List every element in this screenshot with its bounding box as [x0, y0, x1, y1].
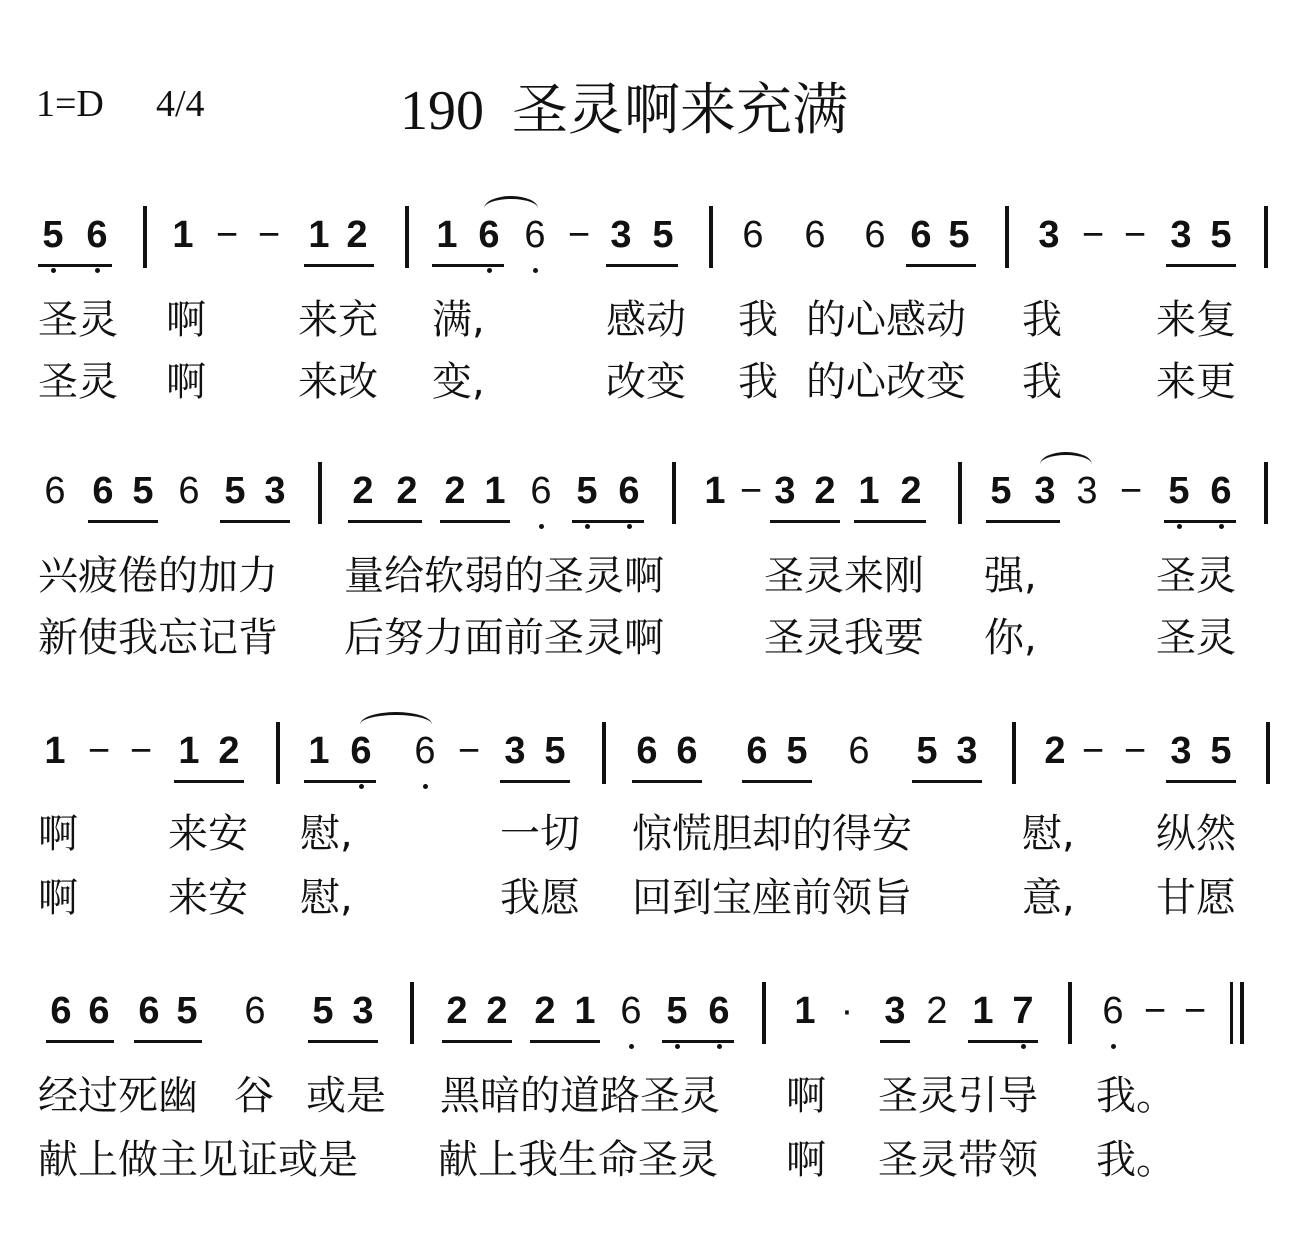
tie-arc — [360, 712, 432, 737]
dash: − — [1123, 730, 1147, 772]
note: 5 — [916, 730, 938, 772]
note: 6 — [742, 214, 764, 256]
note: 2 — [346, 214, 368, 256]
note: 3 — [1170, 214, 1192, 256]
lyric-word: 我 — [738, 297, 778, 343]
final-bar-thick — [1240, 982, 1244, 1044]
note: 1 — [972, 990, 994, 1032]
system-1-notation: 5 6 | 1 − − 1 2 | 1 6 6 − 3 5 | 6 6 6 6 5 | 3 − − 3 5 | — [0, 1220, 208, 1229]
beam-underline — [440, 520, 510, 523]
beam-underline — [906, 264, 976, 267]
beam-underline — [46, 1040, 114, 1043]
music-system-1 — [0, 210, 1308, 300]
lyric-word: 圣灵来刚 — [764, 553, 924, 599]
note: 1 — [178, 730, 200, 772]
note: 6 — [848, 730, 870, 772]
dash: − — [1081, 730, 1105, 772]
beam-underline — [880, 1040, 910, 1043]
lyric-word: 你, — [984, 615, 1037, 661]
lyric-word: 圣灵我要 — [764, 615, 924, 661]
note: 3 — [1076, 470, 1098, 512]
beam-underline — [742, 780, 812, 783]
lyric-word: 来安 — [168, 811, 248, 857]
note: 6 — [526, 466, 556, 516]
bar-line — [1012, 722, 1016, 784]
lyric-word: 变, — [432, 359, 485, 405]
lyric-word: 圣灵 — [1156, 615, 1236, 661]
note: 2 — [444, 470, 466, 512]
beam-underline — [38, 264, 112, 267]
bar-line — [1266, 722, 1270, 784]
beam-underline — [968, 1040, 1038, 1043]
dot-extension: · — [840, 990, 854, 1032]
beam-underline — [1166, 780, 1236, 783]
note: 6 — [44, 470, 66, 512]
note: 6 — [1206, 466, 1236, 516]
lyric-word: 一切 — [500, 811, 580, 857]
note: 2 — [900, 470, 922, 512]
lyric-word: 圣灵 — [1156, 553, 1236, 599]
beam-underline — [606, 264, 678, 267]
note: 6 — [50, 990, 72, 1032]
beam-underline — [500, 780, 570, 783]
lyric-word: 回到宝座前领旨 — [632, 875, 912, 921]
note: 3 — [504, 730, 526, 772]
lyric-word: 的心感动 — [806, 297, 966, 343]
note: 5 — [132, 470, 154, 512]
hymn-title — [400, 66, 848, 146]
note: 2 — [352, 470, 374, 512]
music-system-3 — [0, 726, 1308, 816]
dash: − — [1119, 470, 1143, 512]
bar-line — [709, 206, 713, 268]
note: 5 — [1164, 466, 1194, 516]
bar-line — [1068, 982, 1072, 1044]
lyric-word: 啊 — [166, 297, 206, 343]
bar-line — [405, 206, 409, 268]
note: 2 — [396, 470, 418, 512]
lyric-word: 啊 — [786, 1137, 826, 1183]
lyric-word: 慰, — [300, 875, 353, 921]
beam-underline — [134, 1040, 202, 1043]
note: 5 — [990, 470, 1012, 512]
lyric-word: 我。 — [1096, 1073, 1176, 1119]
lyric-word: 我 — [738, 359, 778, 405]
lyric-word: 我愿 — [500, 875, 580, 921]
beam-underline — [1164, 520, 1236, 523]
note: 3 — [610, 214, 632, 256]
system-4-notation: 6 6 6 5 6 5 3 | 2 2 2 1 6 5 6 | 1 · 3 2 1 7 | 6 − − || — [629, 1220, 827, 1229]
bar-line — [318, 462, 322, 524]
note: 6 — [244, 990, 266, 1032]
note: 5 — [544, 730, 566, 772]
beam-underline — [304, 264, 374, 267]
bar-line — [1005, 206, 1009, 268]
dash: − — [215, 214, 239, 256]
lyric-word: 的心改变 — [806, 359, 966, 405]
dash: − — [457, 730, 481, 772]
beam-underline — [770, 520, 840, 523]
note: 6 — [1098, 986, 1128, 1036]
note: 2 — [814, 470, 836, 512]
tie-arc — [1040, 452, 1092, 477]
note: 2 — [926, 990, 948, 1032]
note: 6 — [178, 470, 200, 512]
music-system-4 — [0, 986, 1308, 1076]
beam-underline — [88, 520, 158, 523]
note: 2 — [486, 990, 508, 1032]
note: 6 — [910, 214, 932, 256]
note: 6 — [82, 210, 112, 260]
note: 1 — [308, 730, 330, 772]
bar-line — [1264, 206, 1268, 268]
lyric-word: 来充 — [298, 297, 378, 343]
note: 1 — [704, 470, 726, 512]
lyric-word: 经过死幽 — [38, 1073, 198, 1119]
lyric-word: 黑暗的道路圣灵 — [440, 1073, 720, 1119]
note: 3 — [1038, 214, 1060, 256]
lyric-word: 新使我忘记背 — [38, 615, 278, 661]
lyric-word: 感动 — [606, 297, 686, 343]
note: 3 — [774, 470, 796, 512]
note: 6 — [804, 214, 826, 256]
lyric-word: 意, — [1022, 875, 1075, 921]
note: 6 — [704, 986, 734, 1036]
lyric-word: 强, — [984, 553, 1037, 599]
lyric-word: 来更 — [1156, 359, 1236, 405]
note: 6 — [616, 986, 646, 1036]
note: 5 — [38, 210, 68, 260]
note: 5 — [1210, 730, 1232, 772]
note: 6 — [92, 470, 114, 512]
bar-line — [672, 462, 676, 524]
dash: − — [1183, 990, 1207, 1032]
note: 5 — [948, 214, 970, 256]
lyric-word: 满, — [432, 297, 485, 343]
note: 5 — [652, 214, 674, 256]
lyric-word: 啊 — [786, 1073, 826, 1119]
bar-line — [410, 982, 414, 1044]
note: 2 — [1044, 730, 1066, 772]
dash: − — [1081, 214, 1105, 256]
beam-underline — [854, 520, 926, 523]
lyric-word: 献上我生命圣灵 — [438, 1137, 718, 1183]
music-system-2 — [0, 466, 1308, 556]
beam-underline — [632, 780, 702, 783]
system-3-notation: 1 − − 1 2 | 1 6 6 − 3 5 | 6 6 6 5 6 5 3 | 2 − − 3 5 | — [424, 1220, 627, 1229]
dash: − — [739, 470, 763, 512]
note: 7 — [1008, 986, 1038, 1036]
note: 1 — [858, 470, 880, 512]
note: 6 — [864, 214, 886, 256]
note: 6 — [676, 730, 698, 772]
notation-summary — [0, 1220, 1308, 1240]
note: 6 — [346, 726, 376, 776]
lyric-word: 圣灵 — [38, 297, 118, 343]
note: 5 — [572, 466, 602, 516]
note: 6 — [138, 990, 160, 1032]
dash: − — [129, 730, 153, 772]
note: 6 — [410, 726, 440, 776]
note: 3 — [1170, 730, 1192, 772]
note: 2 — [534, 990, 556, 1032]
dash: − — [257, 214, 281, 256]
note: 5 — [312, 990, 334, 1032]
lyric-word: 惊慌胆却的得安 — [632, 811, 912, 857]
note: 3 — [1034, 470, 1056, 512]
lyric-word: 来安 — [168, 875, 248, 921]
lyric-word: 圣灵 — [38, 359, 118, 405]
lyric-word: 我 — [1022, 297, 1062, 343]
lyric-word: 甘愿 — [1156, 875, 1236, 921]
lyric-word: 我 — [1022, 359, 1062, 405]
lyric-word: 啊 — [38, 811, 78, 857]
bar-line — [762, 982, 766, 1044]
time-signature: 4/4 — [156, 83, 205, 125]
note: 3 — [956, 730, 978, 772]
bar-line — [1264, 462, 1268, 524]
note: 3 — [352, 990, 374, 1032]
note: 3 — [884, 990, 906, 1032]
beam-underline — [304, 780, 376, 783]
note: 1 — [436, 214, 458, 256]
bar-line — [143, 206, 147, 268]
note: 1 — [44, 730, 66, 772]
note: 5 — [176, 990, 198, 1032]
note: 6 — [520, 210, 550, 260]
lyric-word: 改变 — [606, 359, 686, 405]
lyric-word: 慰, — [300, 811, 353, 857]
beam-underline — [308, 1040, 378, 1043]
lyric-word: 兴疲倦的加力 — [38, 553, 278, 599]
note: 5 — [786, 730, 808, 772]
note: 6 — [614, 466, 644, 516]
bar-line — [276, 722, 280, 784]
hymn-number: 190 — [400, 80, 484, 142]
beam-underline — [986, 520, 1060, 523]
note: 1 — [794, 990, 816, 1032]
lyric-word: 我。 — [1096, 1137, 1176, 1183]
dash: − — [567, 214, 591, 256]
note: 5 — [224, 470, 246, 512]
key-signature: 1=D — [36, 83, 104, 125]
bar-line — [958, 462, 962, 524]
lyric-word: 献上做主见证或是 — [38, 1137, 358, 1183]
beam-underline — [572, 520, 644, 523]
beam-underline — [442, 1040, 512, 1043]
beam-underline — [912, 780, 982, 783]
beam-underline — [1166, 264, 1236, 267]
bar-line — [602, 722, 606, 784]
note: 6 — [746, 730, 768, 772]
note: 1 — [172, 214, 194, 256]
system-2-notation: 6 6 5 6 5 3 | 2 2 2 1 6 5 6 | 1 − 3 2 1 2 | 5 3 3 − 5 6 | — [209, 1220, 423, 1229]
note: 5 — [1210, 214, 1232, 256]
beam-underline — [662, 1040, 734, 1043]
dash: − — [1143, 990, 1167, 1032]
lyric-word: 量给软弱的圣灵啊 — [344, 553, 664, 599]
beam-underline — [220, 520, 290, 523]
note: 6 — [88, 990, 110, 1032]
beam-underline — [530, 1040, 600, 1043]
lyric-word: 慰, — [1022, 811, 1075, 857]
lyric-word: 啊 — [166, 359, 206, 405]
note: 6 — [636, 730, 658, 772]
lyric-word: 啊 — [38, 875, 78, 921]
beam-underline — [348, 520, 422, 523]
final-bar-thin — [1230, 982, 1233, 1044]
note: 2 — [218, 730, 240, 772]
note: 2 — [446, 990, 468, 1032]
lyric-word: 谷 — [234, 1073, 274, 1119]
lyric-word: 或是 — [306, 1073, 386, 1119]
note: 3 — [264, 470, 286, 512]
note: 1 — [574, 990, 596, 1032]
lyric-word: 圣灵带领 — [878, 1137, 1038, 1183]
beam-underline — [174, 780, 244, 783]
lyric-word: 来改 — [298, 359, 378, 405]
beam-underline — [432, 264, 504, 267]
note: 1 — [484, 470, 506, 512]
lyric-word: 来复 — [1156, 297, 1236, 343]
note: 1 — [308, 214, 330, 256]
lyric-word: 后努力面前圣灵啊 — [344, 615, 664, 661]
hymn-title-text: 圣灵啊来充满 — [512, 78, 848, 143]
note: 6 — [474, 210, 504, 260]
lyric-word: 纵然 — [1156, 811, 1236, 857]
tie-arc — [484, 196, 538, 221]
dash: − — [1123, 214, 1147, 256]
dash: − — [87, 730, 111, 772]
note: 5 — [662, 986, 692, 1036]
lyric-word: 圣灵引导 — [878, 1073, 1038, 1119]
